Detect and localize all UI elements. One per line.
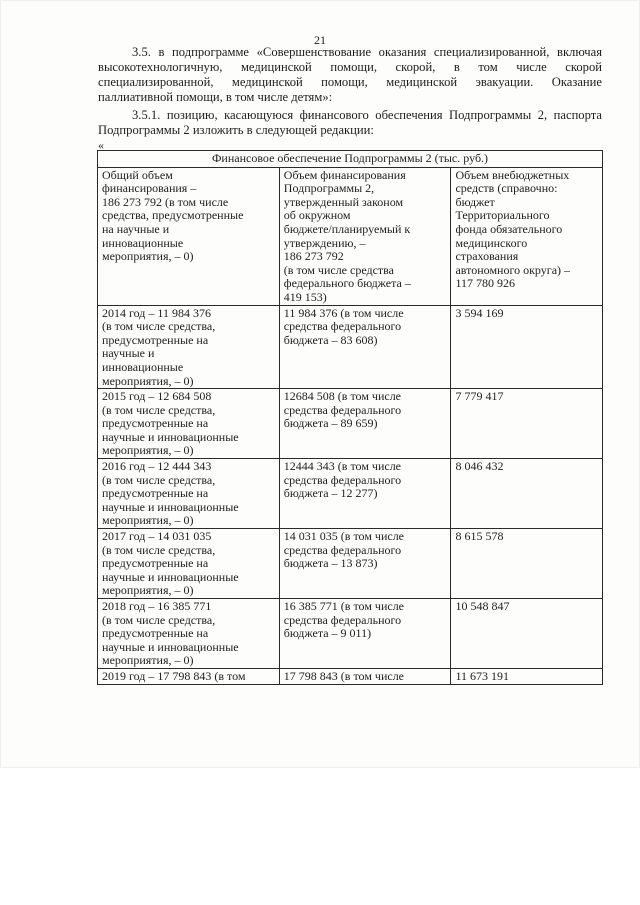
table-caption-row [98, 151, 603, 168]
row-budget-amount: 11 984 376 (в том числе средства федерального бюджета – 83 608) [279, 305, 451, 389]
blank-margin [0, 768, 640, 905]
row-year-total: 2018 год – 16 385 771 (в том числе средства, предусмотренные на научные и инновационные мероприятия, – 0) [98, 599, 280, 669]
page-number: 21 [314, 33, 326, 47]
row-budget-amount: 12444 343 (в том числе средства федерального бюджета – 12 277) [279, 459, 451, 529]
row-budget-amount: 14 031 035 (в том числе средства федерального бюджета – 13 873) [279, 529, 451, 599]
intro-paragraph-2-block [98, 108, 602, 138]
row-budget-amount: 17 798 843 (в том числе [279, 668, 451, 684]
opening-quote-mark: « [98, 138, 104, 152]
intro-paragraph-1-block [98, 45, 602, 105]
table-row [98, 389, 603, 459]
row-extrabudgetary-amount: 7 779 417 [451, 389, 603, 459]
row-year-total: 2017 год – 14 031 035 (в том числе средства, предусмотренные на научные и инновационные мероприятия, – 0) [98, 529, 280, 599]
intro-paragraph-1: 3.5. в подпрограмме «Совершенствование оказания специализированной, включая высокотехнологичную, медицинской помощи, скорой, в том числе скорой специализированной, медицинской помощи, медицинской эвакуации. Оказание паллиативной помощи, в том числе детям»: [98, 45, 602, 104]
table-caption: Финансовое обеспечение Подпрограммы 2 (тыс. руб.) [98, 151, 603, 168]
table-row [98, 668, 603, 684]
row-budget-amount: 16 385 771 (в том числе средства федерального бюджета – 9 011) [279, 599, 451, 669]
row-year-total: 2016 год – 12 444 343 (в том числе средства, предусмотренные на научные и инновационные мероприятия, – 0) [98, 459, 280, 529]
row-extrabudgetary-amount: 8 046 432 [451, 459, 603, 529]
row-extrabudgetary-amount: 8 615 578 [451, 529, 603, 599]
row-extrabudgetary-amount: 3 594 169 [451, 305, 603, 389]
table-row [98, 459, 603, 529]
row-budget-amount: 12684 508 (в том числе средства федерального бюджета – 89 659) [279, 389, 451, 459]
table-row [98, 599, 603, 669]
header-total-financing: Общий объем финансирования – 186 273 792 (в том числе средства, предусмотренные на научные и инновационные мероприятия, – 0) [98, 167, 280, 305]
table-header-row [98, 167, 603, 305]
table-row [98, 529, 603, 599]
row-extrabudgetary-amount: 11 673 191 [451, 668, 603, 684]
table-row [98, 305, 603, 389]
financing-table [97, 150, 603, 685]
row-extrabudgetary-amount: 10 548 847 [451, 599, 603, 669]
row-year-total: 2015 год – 12 684 508 (в том числе средства, предусмотренные на научные и инновационные мероприятия, – 0) [98, 389, 280, 459]
intro-paragraph-2: 3.5.1. позицию, касающуюся финансового обеспечения Подпрограммы 2, паспорта Подпрограммы 2 изложить в следующей редакции: [98, 108, 602, 137]
header-extrabudgetary: Объем внебюджетных средств (справочно: бюджет Территориального фонда обязательного медицинского страхования автономного округа) – 117 780 926 [451, 167, 603, 305]
header-approved-budget: Объем финансирования Подпрограммы 2, утвержденный законом об окружном бюджете/планируемый к утверждению, – 186 273 792 (в том числе средства федерального бюджета – 419 153) [279, 167, 451, 305]
row-year-total: 2019 год – 17 798 843 (в том [98, 668, 280, 684]
row-year-total: 2014 год – 11 984 376 (в том числе средства, предусмотренные на научные и инновационные мероприятия, – 0) [98, 305, 280, 389]
